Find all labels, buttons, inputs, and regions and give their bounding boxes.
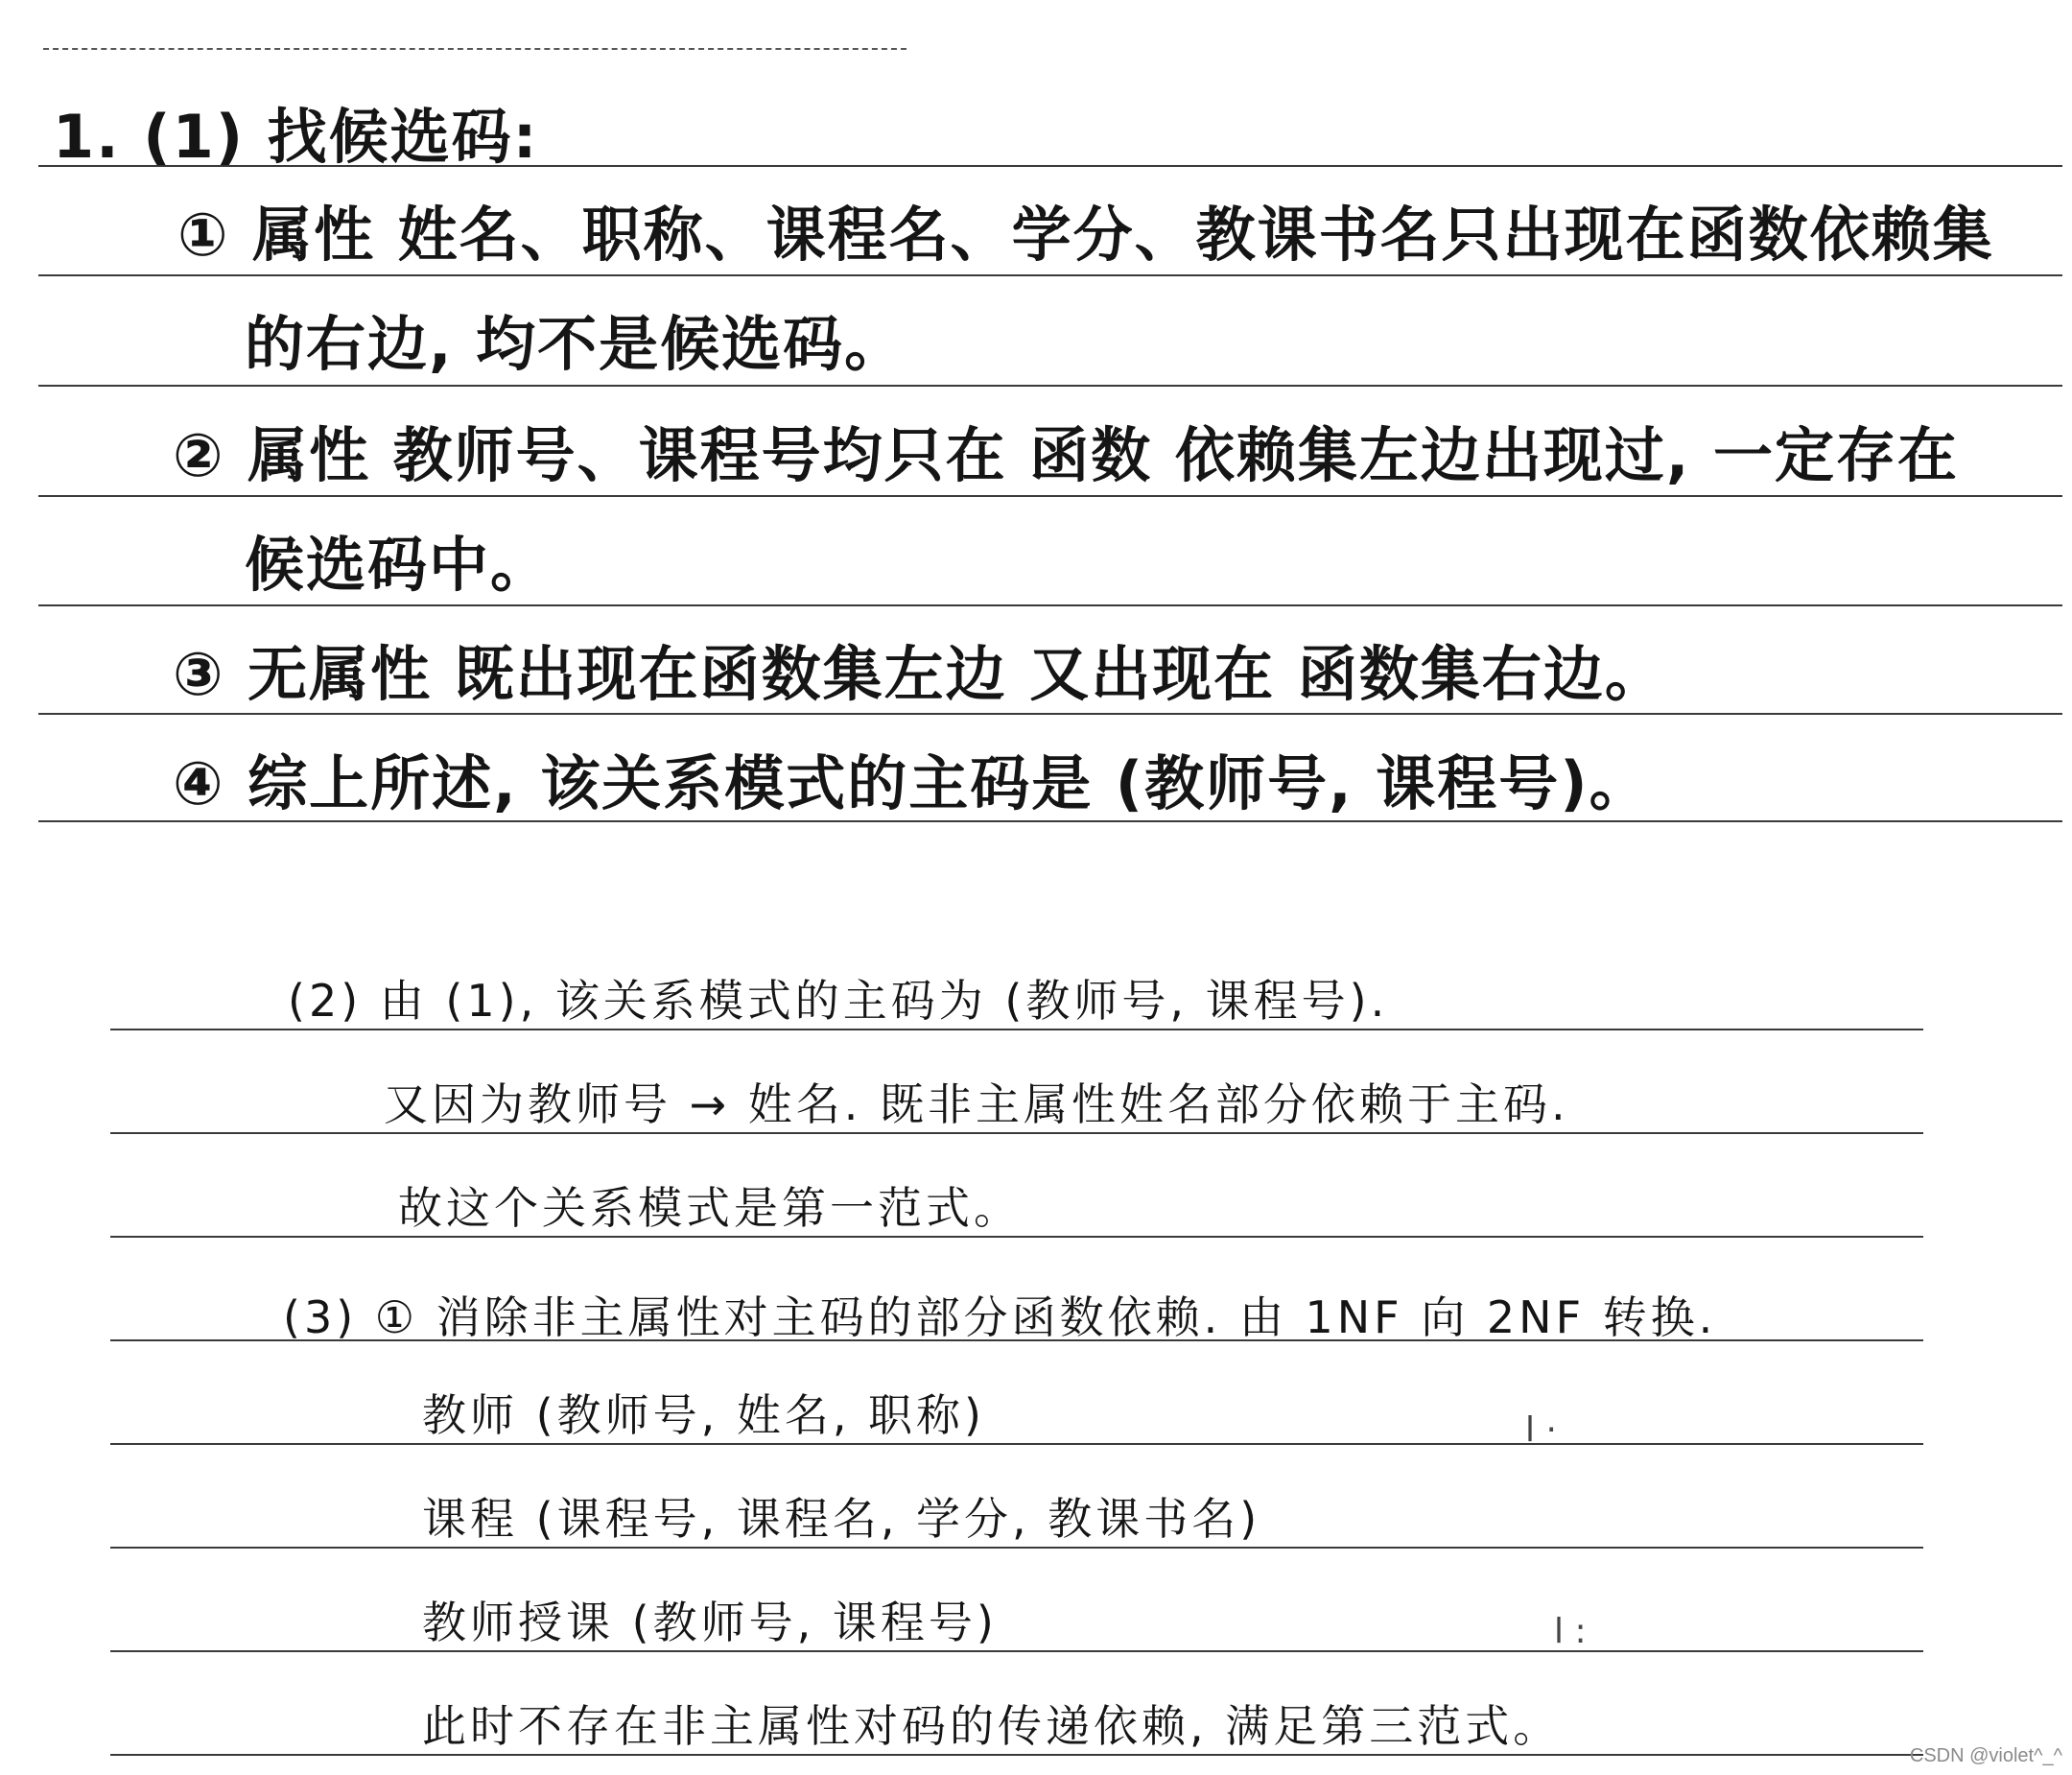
section3-line1: (3) ① 消除非主属性对主码的部分函数依赖. 由 1NF 向 2NF 转换. xyxy=(283,1291,1717,1343)
ruled-line xyxy=(38,274,2062,276)
ruled-line xyxy=(38,604,2062,606)
section1-item4: ④ 综上所述, 该关系模式的主码是 (教师号, 课程号)。 xyxy=(173,748,1651,818)
section3-line2: 教师 (教师号, 姓名, 职称) xyxy=(422,1389,986,1441)
ruled-line xyxy=(38,713,2062,715)
section1-item1-line1: ① 属性 姓名、职称、课程名、学分、教课书名只出现在函数依赖集 xyxy=(177,200,1994,270)
watermark: CSDN @violet^_^ xyxy=(1909,1745,2062,1766)
section2-line2: 又因为教师号 → 姓名. 既非主属性姓名部分依赖于主码. xyxy=(384,1078,1569,1130)
section2-line3: 故这个关系模式是第一范式。 xyxy=(398,1182,1022,1234)
top-dashed-rule xyxy=(43,48,906,50)
section1-heading: 1. (1) 找候选码: xyxy=(53,102,539,172)
section3-line5: 此时不存在非主属性对码的传递依赖, 满足第三范式。 xyxy=(422,1700,1562,1752)
ruled-line xyxy=(110,1236,1923,1238)
section1-item2-line2: 候选码中。 xyxy=(245,530,553,600)
ruled-line xyxy=(110,1547,1923,1549)
ruled-line xyxy=(38,495,2062,497)
section2-line1: (2) 由 (1), 该关系模式的主码为 (教师号, 课程号). xyxy=(288,975,1389,1027)
ruled-line xyxy=(110,1132,1923,1134)
stray-pen-mark: ⅼ · xyxy=(1525,1410,1557,1450)
section3-line3: 课程 (课程号, 课程名, 学分, 教课书名) xyxy=(422,1493,1261,1545)
ruled-line xyxy=(110,1029,1923,1030)
ruled-line xyxy=(110,1650,1923,1652)
ruled-line xyxy=(38,385,2062,387)
ruled-line xyxy=(110,1443,1923,1445)
section1-item3: ③ 无属性 既出现在函数集左边 又出现在 函数集右边。 xyxy=(173,639,1666,709)
ruled-line xyxy=(110,1754,1923,1756)
section1-item1-line2: 的右边, 均不是候选码。 xyxy=(245,309,906,379)
section3-line4: 教师授课 (教师号, 课程号) xyxy=(422,1597,998,1648)
section1-item2-line1: ② 属性 教师号、课程号均只在 函数 依赖集左边出现过, 一定存在 xyxy=(173,420,1959,490)
ruled-line xyxy=(38,820,2062,822)
stray-pen-mark: ⅼ : xyxy=(1554,1612,1587,1651)
